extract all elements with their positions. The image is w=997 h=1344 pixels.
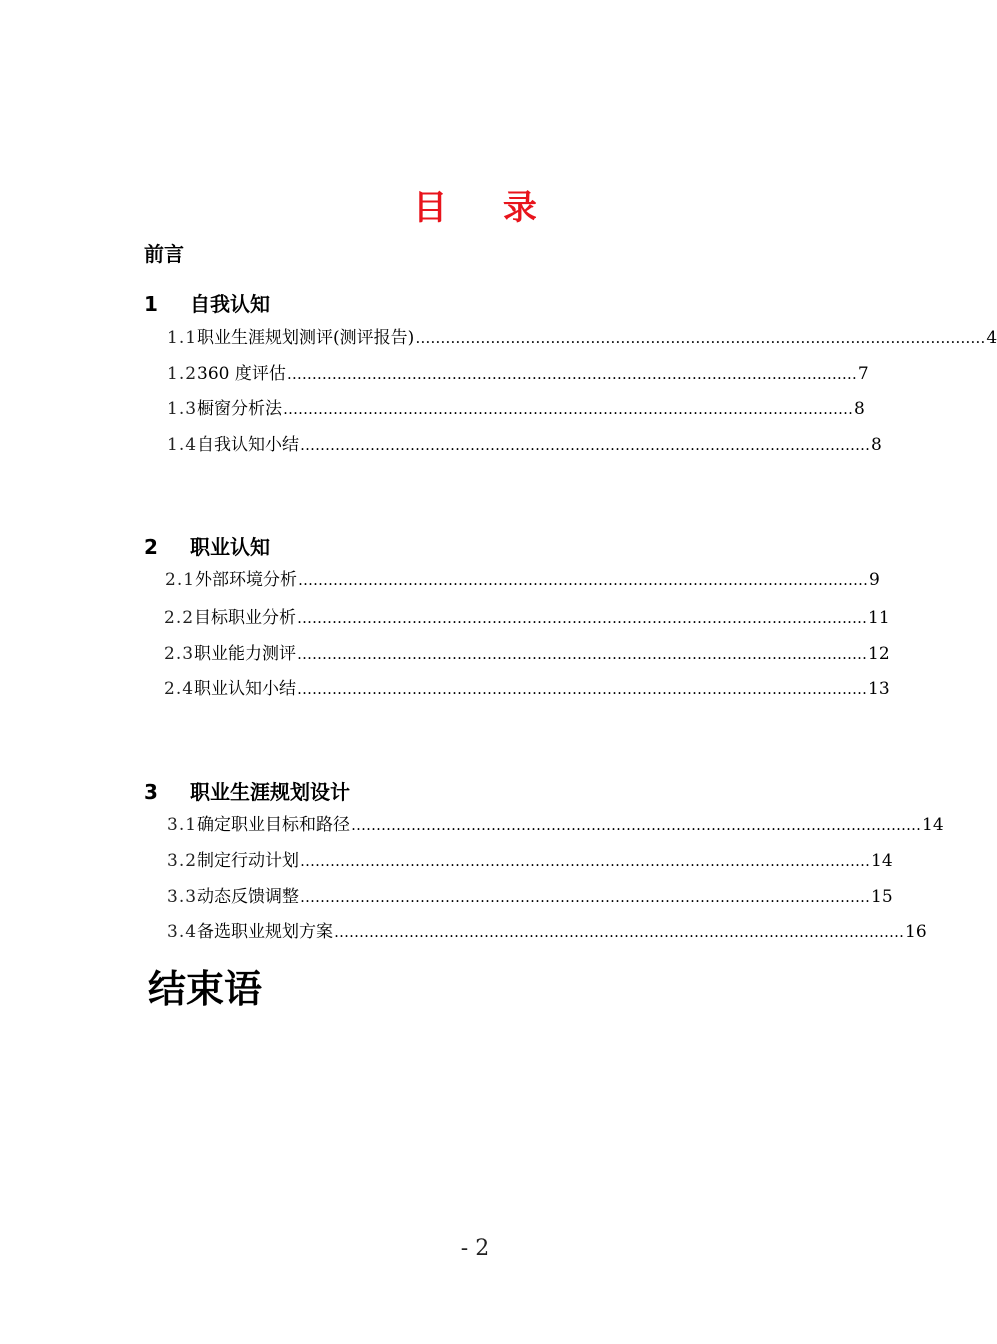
preface-heading: 前言 <box>144 242 184 266</box>
entry-text: 外部环境分析 <box>195 570 298 590</box>
entry-page: 16 <box>905 922 927 942</box>
entry-number: 3.1 <box>167 815 198 835</box>
toc-entry-1-1[interactable] <box>167 326 997 350</box>
entry-text: 动态反馈调整 <box>197 887 300 907</box>
entry-number: 1.4 <box>167 435 198 455</box>
page-number: - 2 <box>460 1236 490 1261</box>
section-number: 1 <box>144 292 158 316</box>
section-1-heading[interactable] <box>144 288 270 317</box>
toc-entry-2-4[interactable] <box>164 677 890 701</box>
entry-number: 1.2 <box>167 364 198 384</box>
leader-dots: …………………………………………………………………………………………………… <box>297 609 868 627</box>
leader-dots: …………………………………………………………………………………………………… <box>298 571 869 589</box>
toc-title: 目 录 <box>413 188 559 228</box>
entry-page: 13 <box>868 679 890 699</box>
entry-number: 3.2 <box>167 851 198 871</box>
entry-text: 制定行动计划 <box>197 851 300 871</box>
section-title: 职业认知 <box>190 535 270 559</box>
entry-page: 15 <box>871 887 893 907</box>
toc-entry-2-1[interactable] <box>165 568 880 592</box>
entry-page: 8 <box>854 399 865 419</box>
entry-text: 360 度评估 <box>197 364 286 384</box>
toc-entry-3-4[interactable] <box>167 920 927 944</box>
leader-dots: …………………………………………………………………………………………………… <box>351 816 922 834</box>
entry-page: 11 <box>868 608 890 628</box>
leader-dots: …………………………………………………………………………………………………… <box>300 888 871 906</box>
entry-number: 2.1 <box>165 570 196 590</box>
toc-entry-1-3[interactable] <box>167 397 865 421</box>
entry-text: 职业认知小结 <box>194 679 297 699</box>
toc-entry-3-3[interactable] <box>167 885 893 909</box>
entry-text: 目标职业分析 <box>194 608 297 628</box>
entry-text: 橱窗分析法 <box>197 399 283 419</box>
toc-entry-2-2[interactable] <box>164 606 890 630</box>
leader-dots: …………………………………………………………………………………………………… <box>283 400 854 418</box>
section-2-heading[interactable] <box>144 531 270 560</box>
entry-text: 自我认知小结 <box>197 435 300 455</box>
section-number: 2 <box>144 535 158 559</box>
toc-entry-3-1[interactable] <box>167 813 944 837</box>
leader-dots: …………………………………………………………………………………………………… <box>297 680 868 698</box>
entry-page: 9 <box>869 570 880 590</box>
entry-number: 2.3 <box>164 644 195 664</box>
entry-number: 1.3 <box>167 399 198 419</box>
leader-dots: …………………………………………………………………………………………………… <box>300 436 871 454</box>
entry-text: 职业能力测评 <box>194 644 297 664</box>
entry-page: 4 <box>986 328 997 348</box>
entry-page: 12 <box>868 644 890 664</box>
entry-page: 14 <box>871 851 893 871</box>
entry-number: 3.3 <box>167 887 198 907</box>
toc-entry-2-3[interactable] <box>164 642 890 666</box>
entry-number: 1.1 <box>167 328 198 348</box>
leader-dots: …………………………………………………………………………………………………… <box>286 365 857 383</box>
entry-page: 8 <box>871 435 882 455</box>
section-3-heading[interactable] <box>144 776 350 805</box>
entry-text: 备选职业规划方案 <box>197 922 334 942</box>
leader-dots: …………………………………………………………………………………………………… <box>300 852 871 870</box>
leader-dots: …………………………………………………………………………………………………… <box>334 923 905 941</box>
section-title: 职业生涯规划设计 <box>190 780 350 804</box>
toc-entry-1-4[interactable] <box>167 433 882 457</box>
entry-text: 确定职业目标和路径 <box>197 815 351 835</box>
leader-dots: …………………………………………………………………………………………………… <box>297 645 868 663</box>
entry-number: 2.4 <box>164 679 195 699</box>
toc-entry-1-2[interactable] <box>167 362 869 386</box>
entry-page: 7 <box>857 364 869 384</box>
entry-text: 职业生涯规划测评(测评报告) <box>197 328 415 348</box>
entry-page: 14 <box>922 815 944 835</box>
section-title: 自我认知 <box>190 292 270 316</box>
toc-entry-3-2[interactable] <box>167 849 893 873</box>
entry-number: 3.4 <box>167 922 198 942</box>
entry-number: 2.2 <box>164 608 195 628</box>
section-number: 3 <box>144 780 158 804</box>
leader-dots: …………………………………………………………………………………………………… <box>415 329 986 347</box>
closing-heading[interactable]: 结束语 <box>148 967 263 1011</box>
